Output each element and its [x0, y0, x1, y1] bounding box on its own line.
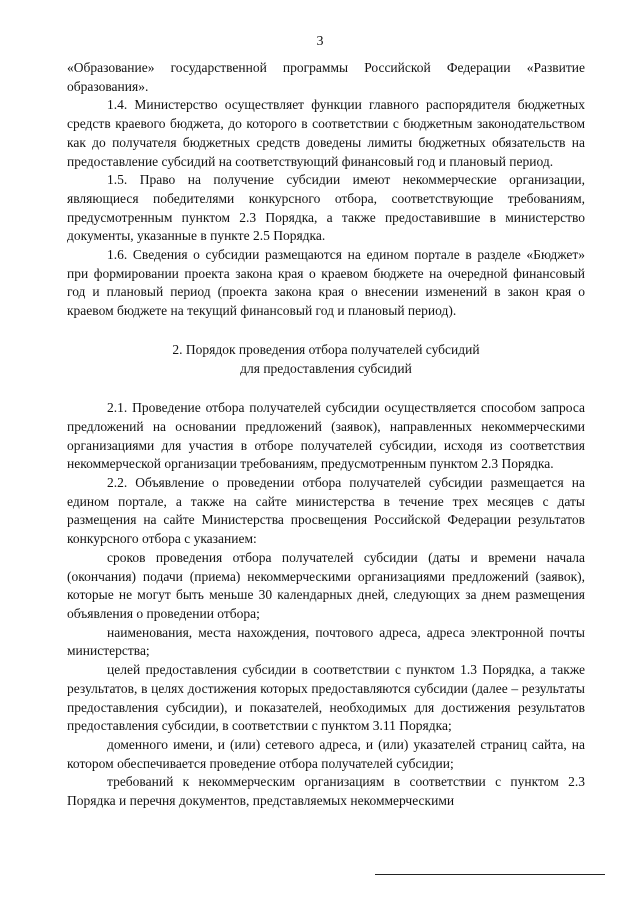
list-item-goals: целей предоставления субсидии в соответствии с пунктом 1.3 Порядка, а также результатов, в целях достижения которых предоставляются субсидии (далее – результаты предоставления субсидии), и показателей, необходимых для достижения результатов предоставления субсидии, в соответствии с пунктом 3.11 Порядка;	[67, 662, 585, 734]
paragraph-2-1: 2.1. Проведение отбора получателей субсидии осуществляется способом запроса предложений на основании предложений (заявок), направленных некоммерческими организациями для участия в отборе получателей субсидии, исходя из соответствия некоммерческой организации требованиям, предусмотренным пунктом 2.3 Порядка.	[67, 400, 585, 472]
paragraph-1-4: 1.4. Министерство осуществляет функции главного распорядителя бюджетных средств краевого бюджета, до которого в соответствии с бюджетным законодательством как до получателя бюджетных средств доведены лимиты бюджетных обязательств на предоставление субсидий на соответствующий финансовый год и плановый период.	[67, 97, 585, 169]
paragraph-continuation: «Образование» государственной программы Российской Федерации «Развитие образования».	[67, 60, 585, 94]
page-number: 3	[316, 34, 324, 49]
section-title-line-2: для предоставления субсидий	[240, 360, 412, 376]
list-item-requirements: требований к некоммерческим организациям в соответствии с пунктом 2.3 Порядка и перечня документов, представляемых некоммерческими	[67, 774, 585, 809]
section-2-title	[67, 341, 585, 378]
section-title-line-1: 2. Порядок проведения отбора получателей субсидий	[172, 341, 480, 357]
footer-rule	[375, 874, 605, 875]
paragraph-2-2: 2.2. Объявление о проведении отбора получателей субсидии размещается на едином портале, а также на сайте министерства в течение трех месяцев с даты размещения на сайте Министерства просвещения Российской Федерации результатов конкурсного отбора с указанием:	[67, 475, 585, 547]
list-item-domain: доменного имени, и (или) сетевого адреса, и (или) указателей страниц сайта, на котором обеспечивается проведение отбора получателей субсидии;	[67, 736, 585, 771]
document-body	[67, 59, 585, 811]
paragraph-1-5: 1.5. Право на получение субсидии имеют некоммерческие организации, являющиеся победителями конкурсного отбора, соответствующие требованиям, предусмотренным пунктом 2.3 Порядка, а также предоставившие в министерство документы, указанные в пункте 2.5 Порядка.	[67, 172, 585, 244]
list-item-ministry-contacts: наименования, места нахождения, почтового адреса, адреса электронной почты министерства;	[67, 624, 585, 659]
list-item-deadlines: сроков проведения отбора получателей субсидии (даты и времени начала (окончания) подачи (приема) некоммерческими организациями предложений (заявок), которые не могут быть меньше 30 календарных дней, следующих за днем размещения объявления о проведении отбора;	[67, 549, 585, 621]
paragraph-1-6: 1.6. Сведения о субсидии размещаются на едином портале в разделе «Бюджет» при формировании проекта закона края о краевом бюджете на очередной финансовый год и плановый период (проекта закона края о внесении изменений в закон края о краевом бюджете на текущий финансовый год и плановый период).	[67, 247, 585, 319]
